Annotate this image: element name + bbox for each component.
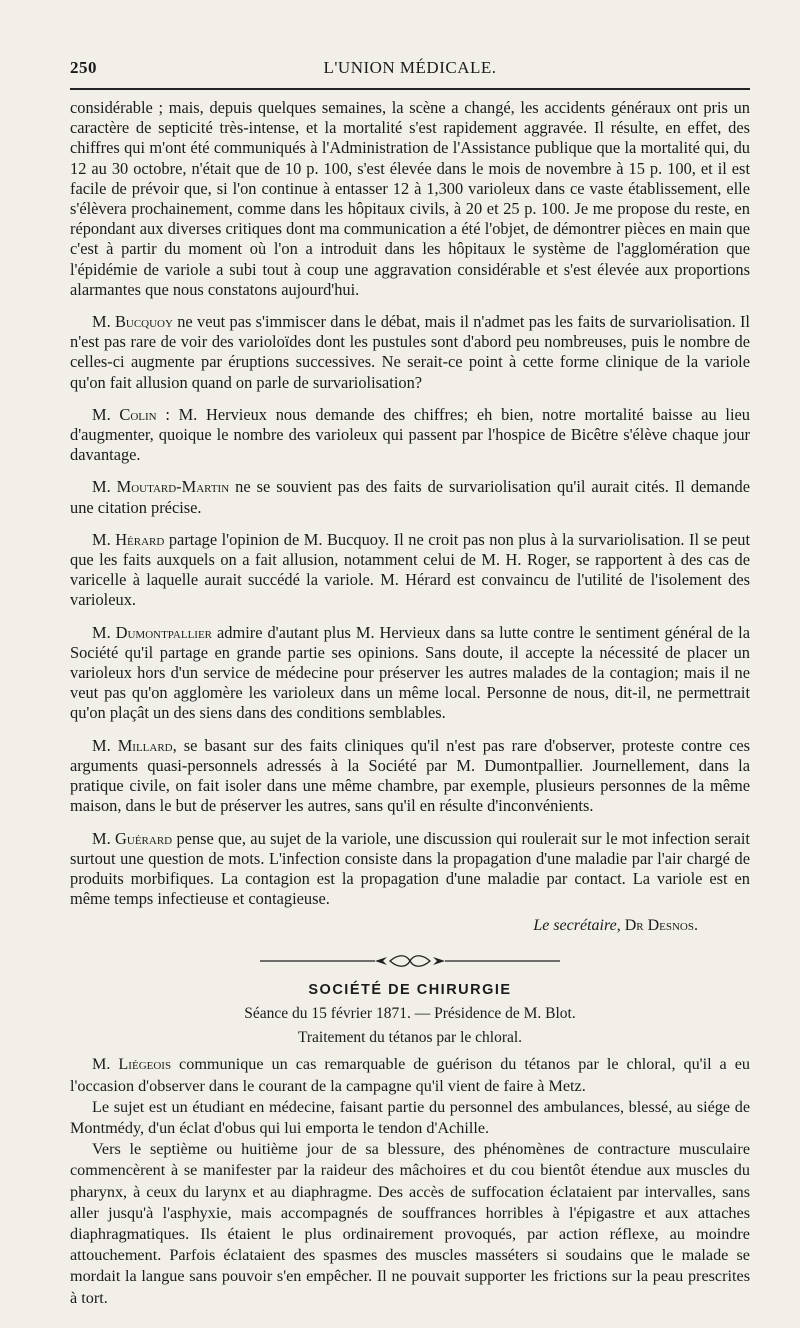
speaker-name: M. Hérard — [92, 529, 165, 549]
paragraph — [70, 829, 750, 910]
article-body — [70, 98, 750, 1309]
speaker-name: M. Millard — [92, 735, 173, 755]
paragraph-text: partage l'opinion de M. Bucquoy. Il ne croit pas non plus à la survariolisation. Il se peut que les faits auxquels on a fait allusion, notamment celui de M. H. Roger, se rapportent à des cas de varicelle à laquelle aurait succédé la variole. M. Hérard est convaincu de l'utilité de l'isolement des varioleux. — [70, 529, 750, 610]
speaker-name: M. Moutard-Martin — [92, 477, 230, 497]
paragraph-text: admire d'autant plus M. Hervieux dans sa lutte contre le sentiment général de la Société qu'il partage en grande partie ses opinions. Sans doute, il accepte la nécessité de placer un varioleux hors d'un service de médecine pour préserver les autres malades de la contagion; mais il ne veut pas qu'on agglomère les varioleux dans un même local. Personne de nous, dit-il, ne permettrait qu'on plaçât un des siens dans des conditions semblables. — [70, 622, 750, 723]
signature — [70, 916, 750, 936]
speaker-name: M. Bucquoy — [92, 312, 173, 332]
paragraph-text: : M. Hervieux nous demande des chiffres; eh bien, notre mortalité baisse au lieu d'augmenter, quoique le nombre des varioleux qui passent par l'hospice de Bicêtre s'élève chaque jour davantage. — [70, 404, 750, 465]
paragraph: Le sujet est un étudiant en médecine, faisant partie du personnel des ambulances, blessé, au siége de Montmédy, d'un éclat d'obus qui lui emporta le tendon d'Achille. — [70, 1097, 750, 1137]
section-divider-ornament — [70, 954, 750, 968]
paragraph: Vers le septième ou huitième jour de sa blessure, des phénomènes de contracture musculaire commencèrent à se manifester par la raideur des mâchoires et du cou bientôt étendue aux muscles du pharynx, à ceux du larynx et au diaphragme. Des accès de suffocation éclataient par intervalles, sans aller jusqu'à l'asphyxie, mais accompagnés de souffrances horribles à l'épigastre et aux attaches diaphragmatiques. Ils étaient le plus ordinairement provoqués, par action réflexe, au moindre attouchement. Parfois éclataient des spasmes des muscles masséters si soudains que le malade se mordait la langue sans pouvoir s'en empêcher. Il ne pouvait supporter les frictions sur la peau prescrites à tort. — [70, 1140, 750, 1307]
page-number: 250 — [70, 58, 97, 77]
signature-role: Le secrétaire — [533, 917, 617, 935]
speaker-name: M. Liégeois — [92, 1055, 172, 1074]
header-rule — [70, 88, 750, 90]
subject-line: Traitement du tétanos par le chloral. — [297, 1029, 523, 1047]
section-title: SOCIÉTÉ DE CHIRURGIE — [308, 982, 512, 999]
paragraph — [70, 1054, 750, 1096]
paragraph: considérable ; mais, depuis quelques semaines, la scène a changé, les accidents généraux ont pris un caractère de septicité très-intense, et la mortalité s'est rapidement aggravée. Il résulte, en effet, des chiffres qui m'ont été communiqués à l'Administration de l'Assistance publique que la mortalité qui, du 12 au 30 octobre, n'était que de 10 p. 100, s'est élevée dans le mois de novembre à 15 p. 100, et il est facile de prévoir que, si l'on continue à entasser 12 à 1,300 varioleux dans ce vaste établissement, elle s'élèvera prochainement, comme dans les hôpitaux civils, à 20 et 25 p. 100. Je me propose du reste, en répondant aux diverses critiques dont ma communication a été l'objet, de démontrer pièces en main que c'est à partir du moment où l'on a introduit dans les hôpitaux le système de l'agglomération que l'épidémie de variole a subi tout à coup une aggravation considérable et s'est élevée aux proportions alarmantes que nous constatons aujourd'hui. — [70, 98, 750, 299]
paragraph-text: pense que, au sujet de la variole, une discussion qui roulerait sur le mot infection serait surtout une question de mots. L'infection consiste dans la propagation d'une maladie par l'air chargé de produits morbifiques. La contagion est la propagation d'une maladie par contact. La variole est en même temps infectieuse et contagieuse. — [70, 828, 750, 909]
paragraph — [70, 477, 750, 517]
paragraph-text: ne se souvient pas des faits de survariolisation qu'il aurait cités. Il demande une citation précise. — [70, 477, 750, 517]
journal-title: L'UNION MÉDICALE. — [323, 58, 497, 77]
paragraph — [70, 530, 750, 611]
paragraph-text: , se basant sur des faits cliniques qu'il n'est pas rare d'observer, proteste contre ces arguments quasi-personnels adressés à la Société par M. Dumontpallier. Journellement, dans la pratique civile, on fait isoler dans une même chambre, par exemple, plusieurs personnes de la même maison, dans le but de préserver les autres, sans qu'il en résulte d'inconvénients. — [70, 735, 750, 816]
speaker-name: M. Guérard — [92, 828, 173, 848]
paragraph-text: communique un cas remarquable de guérison du tétanos par le chloral, qu'il a eu l'occasion d'observer dans le courant de la campagne qu'il vient de faire à Metz. — [70, 1055, 750, 1095]
signature-name: , Dr Desnos. — [616, 917, 698, 935]
session-line: Séance du 15 février 1871. — Présidence de M. Blot. — [244, 1005, 576, 1023]
paragraph — [70, 736, 750, 817]
section-chirurgie — [70, 982, 750, 1308]
paragraph — [70, 312, 750, 393]
speaker-name: M. Colin — [92, 404, 157, 424]
speaker-name: M. Dumontpallier — [92, 622, 213, 642]
paragraph — [70, 623, 750, 724]
running-head — [70, 58, 750, 82]
paragraph — [70, 405, 750, 466]
paragraph-text: ne veut pas s'immiscer dans le débat, mais il n'admet pas les faits de survariolisation. Il n'est pas rare de voir des varioloïdes dont les pustules sont d'abord peu nombreuses, puis le nombre de celles-ci augmente par éruptions successives. Ne serait-ce point à cette forme clinique de la variole qu'on fait allusion quand on parle de survariolisation? — [70, 312, 750, 392]
